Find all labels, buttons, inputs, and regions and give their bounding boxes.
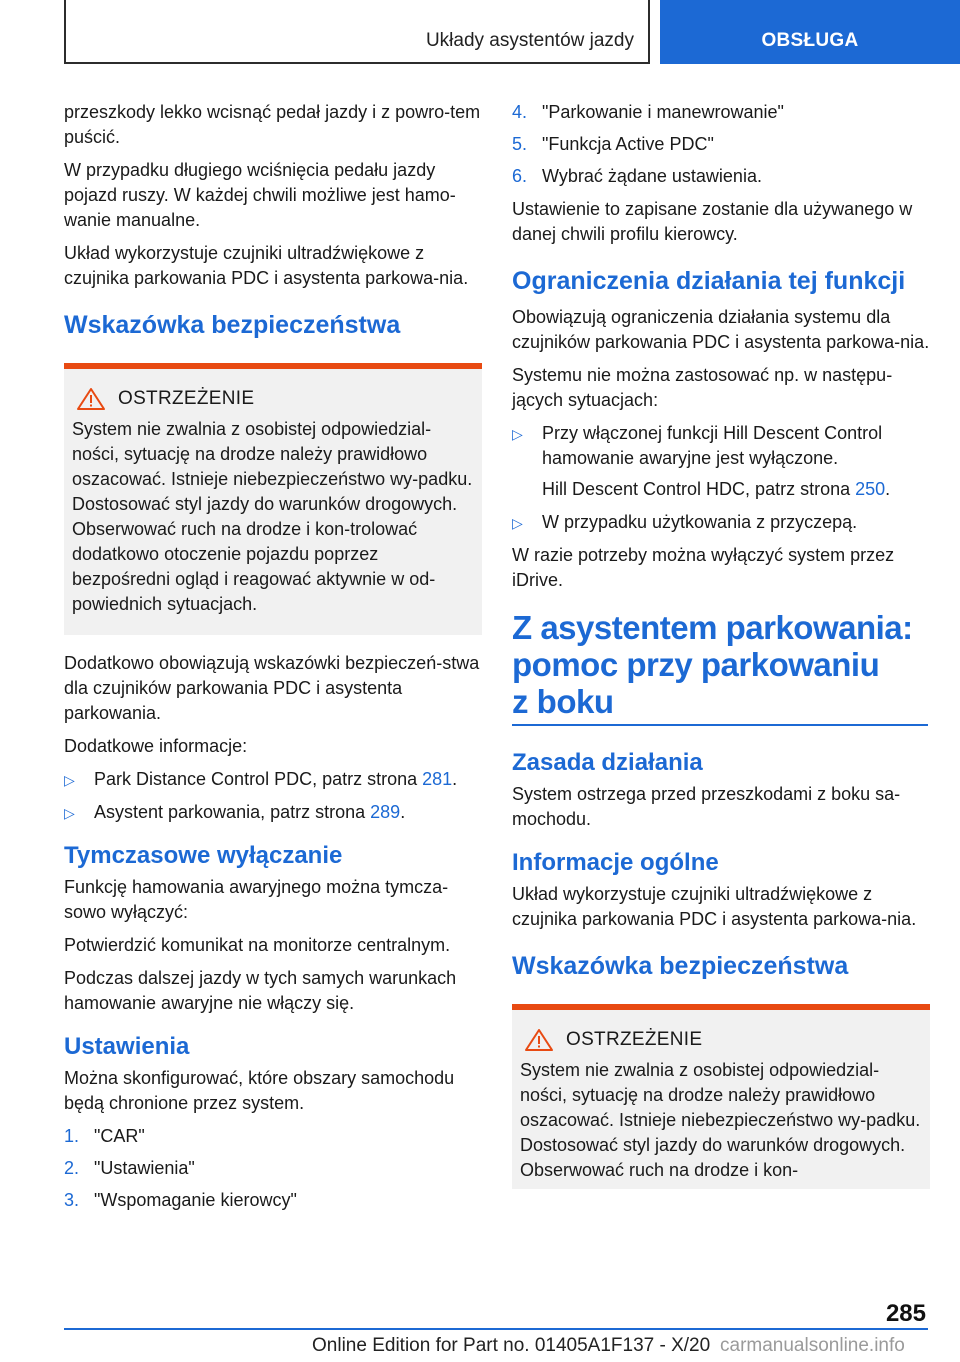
list-item: ▷ W przypadku użytkowania z przyczepą. (512, 510, 930, 535)
section-tab: OBSŁUGA (660, 0, 960, 64)
paragraph: Funkcję hamowania awaryjnego można tymcza-sowo wyłączyć: (64, 877, 449, 922)
heading-settings: Ustawienia (64, 1033, 190, 1060)
triangle-bullet-icon: ▷ (64, 805, 75, 821)
triangle-bullet-icon: ▷ (64, 772, 75, 788)
warning-text: System nie zwalnia z osobistej odpowiedzial-ności, sytuację na drodze należy prawidłowo oszacować. Istnieje niebezpieczeństwo wy-padku. Dostosować styl jazdy do warunków drogowych. Obserwować ruch na drodze i kon- (520, 1060, 921, 1180)
step-item: 1. "CAR" (64, 1124, 482, 1149)
step-number: 1. (64, 1126, 80, 1146)
paragraph: Systemu nie można zastosować np. w następu-jących sytuacjach: (512, 365, 893, 410)
info-list (64, 767, 482, 825)
warning-box (512, 1004, 930, 1189)
chapter-box (64, 0, 650, 64)
paragraph: Układ wykorzystuje czujniki ultradźwiękowe z czujnika parkowania PDC i asystenta parkowa-nia. (512, 884, 917, 929)
paragraph: W przypadku długiego wciśnięcia pedału jazdy pojazd ruszy. W każdej chwili możliwe jest hamo-wanie manualne. (64, 160, 456, 230)
step-number: 2. (64, 1158, 80, 1178)
step-item: 4. "Parkowanie i manewrowanie" (512, 100, 930, 125)
heading-limits: Ograniczenia działania tej funkcji (512, 267, 906, 295)
step-number: 5. (512, 134, 528, 154)
chapter-heading-line: z boku (512, 683, 614, 720)
warning-box (64, 363, 482, 635)
list-item: ▷ Asystent parkowania, patrz strona 289. (64, 800, 482, 825)
warning-title: OSTRZEŻENIE (118, 388, 255, 409)
triangle-bullet-icon: ▷ (512, 426, 523, 442)
limits-list (512, 421, 930, 535)
warning-triangle-icon (524, 1028, 554, 1052)
step-number: 4. (512, 102, 528, 122)
list-item-subtext: Hill Descent Control HDC, patrz strona 250. (542, 479, 891, 499)
edition-text: Online Edition for Part no. 01405A1F137 - X/20 (312, 1335, 711, 1356)
warning-title: OSTRZEŻENIE (566, 1029, 703, 1050)
paragraph: Obowiązują ograniczenia działania systemu dla czujników parkowania PDC i asystenta parkowa-nia. (512, 307, 930, 352)
step-item: 6. Wybrać żądane ustawienia. (512, 164, 930, 189)
paragraph: System ostrzega przed przeszkodami z boku sa-mochodu. (512, 784, 901, 829)
step-item: 2. "Ustawienia" (64, 1156, 482, 1181)
heading-general-info: Informacje ogólne (512, 849, 719, 876)
chapter-heading-line: Z asystentem parkowania: (512, 609, 913, 646)
warning-header (520, 1028, 922, 1052)
list-item: ▷ Park Distance Control PDC, patrz strona 281. (64, 767, 482, 792)
page-header (0, 0, 960, 66)
paragraph: Układ wykorzystuje czujniki ultradźwiękowe z czujnika parkowania PDC i asystenta parkowa-nia. (64, 243, 469, 288)
warning-triangle-icon (76, 387, 106, 411)
paragraph: W razie potrzeby można wyłączyć system przez iDrive. (512, 545, 895, 590)
footer-divider (64, 1328, 928, 1330)
paragraph: Ustawienie to zapisane zostanie dla używanego w danej chwili profilu kierowcy. (512, 199, 913, 244)
heading-principle: Zasada działania (512, 749, 703, 776)
paragraph: Dodatkowo obowiązują wskazówki bezpieczeń-stwa dla czujników parkowania PDC i asystenta parkowania. (64, 653, 480, 723)
step-number: 3. (64, 1190, 80, 1210)
paragraph: Podczas dalszej jazdy w tych samych warunkach hamowanie awaryjne nie włączy się. (64, 968, 457, 1013)
steps-list (512, 100, 930, 189)
list-item: ▷ Przy włączonej funkcji Hill Descent Control hamowanie awaryjne jest wyłączone. Hill Descent Control HDC, patrz strona 250. (512, 421, 930, 502)
triangle-bullet-icon: ▷ (512, 515, 523, 531)
page-link-289[interactable]: 289 (370, 802, 401, 822)
step-item: 5. "Funkcja Active PDC" (512, 132, 930, 157)
page-link-281[interactable]: 281 (422, 769, 453, 789)
heading-safety: Wskazówka bezpieczeństwa (64, 311, 401, 339)
right-column (512, 100, 930, 1205)
step-number: 6. (512, 166, 528, 186)
chapter-title: Układy asystentów jazdy (425, 30, 634, 51)
page-link-250[interactable]: 250 (855, 479, 886, 499)
steps-list (64, 1124, 482, 1213)
page-number: 285 (885, 1300, 926, 1327)
heading-safety: Wskazówka bezpieczeństwa (512, 952, 849, 980)
paragraph: przeszkody lekko wcisnąć pedał jazdy i z powro-tem puścić. (64, 102, 481, 147)
left-column (64, 100, 482, 1221)
paragraph: Potwierdzić komunikat na monitorze centralnym. (64, 935, 451, 955)
chapter-heading-line: pomoc przy parkowaniu (512, 646, 880, 683)
warning-header (72, 387, 474, 411)
chapter-heading (512, 609, 930, 720)
paragraph: Można skonfigurować, które obszary samochodu będą chronione przez system. (64, 1068, 455, 1113)
step-item: 3. "Wspomaganie kierowcy" (64, 1188, 482, 1213)
heading-temporary-off: Tymczasowe wyłączanie (64, 842, 343, 869)
watermark: carmanualsonline.info (720, 1335, 905, 1356)
warning-text: System nie zwalnia z osobistej odpowiedzial-ności, sytuację na drodze należy prawidłowo oszacować. Istnieje niebezpieczeństwo wy-padku. Dostosować styl jazdy do warunków drogowych. Obserwować ruch na drodze i kon-trolować dodatkowo otoczenie pojazdu poprzez bezpośredni ogląd i reagować aktywnie w od-powiednich sytuacjach. (72, 419, 473, 614)
heading-divider (512, 724, 928, 726)
paragraph: Dodatkowe informacje: (64, 736, 248, 756)
